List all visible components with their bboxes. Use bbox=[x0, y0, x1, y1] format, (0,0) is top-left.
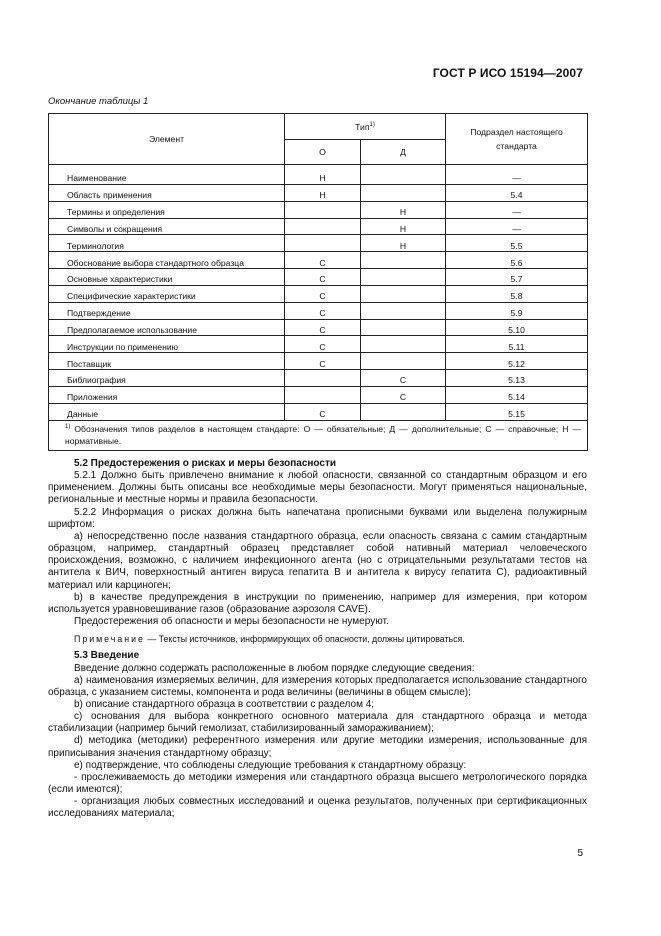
header-type: Тип$^{1)}$ bbox=[285, 114, 446, 140]
cell-element: Данные bbox=[49, 403, 285, 420]
cell-o: С bbox=[285, 353, 361, 370]
cell-d: С bbox=[361, 386, 446, 403]
cell-d: Н bbox=[361, 235, 446, 252]
table-row bbox=[49, 184, 588, 201]
sections-table bbox=[48, 113, 588, 451]
cell-element: Поставщик bbox=[49, 353, 285, 370]
list-item: - организация любых совместных исследований и оценка результатов, полученных при сертификационных исследованиях материала; bbox=[48, 796, 587, 820]
table-footnote: $^{1)}$ Обозначения типов разделов в настоящем стандарте: О — обязательные; Д — дополнительные; С — справочные; Н — нормативные. bbox=[49, 420, 588, 450]
cell-section: 5.5 bbox=[446, 235, 588, 252]
cell-section: 5.6 bbox=[446, 252, 588, 269]
table-row bbox=[49, 403, 588, 420]
cell-element: Термины и определения bbox=[49, 201, 285, 218]
cell-d bbox=[361, 252, 446, 269]
list-item: а) наименования измеряемых величин, для измерения которых предполагается использование стандартного образца, с указанием системы, компонента и рода величины (величины в общем смысле); bbox=[48, 674, 587, 698]
note-text: — Тексты источников, информирующих об опасности, должны цитироваться. bbox=[144, 634, 465, 645]
cell-section: 5.9 bbox=[446, 302, 588, 319]
table-row bbox=[49, 235, 588, 252]
cell-d bbox=[361, 285, 446, 302]
list-item: b) в качестве предупреждения в инструкции по применению, например для измерения, при котором используется уравновешивание газов (образование аэрозоля CAVE). bbox=[48, 591, 587, 615]
cell-o: С bbox=[285, 285, 361, 302]
cell-section: 5.12 bbox=[446, 353, 588, 370]
table-row bbox=[49, 201, 588, 218]
cell-o bbox=[285, 218, 361, 235]
cell-element: Предполагаемое использование bbox=[49, 319, 285, 336]
table-row bbox=[49, 252, 588, 269]
list-item: - прослеживаемость до методики измерения или стандартного образца высшего метрологического порядка (если имеются); bbox=[48, 771, 587, 796]
header-element: Элемент bbox=[49, 114, 285, 165]
table-row bbox=[49, 285, 588, 302]
cell-d bbox=[361, 353, 446, 370]
cell-o: Н bbox=[285, 184, 361, 201]
heading-5-2: 5.2 Предостережения о рисках и меры безопасности bbox=[74, 458, 337, 469]
note-label: Примечание bbox=[74, 634, 145, 645]
cell-element: Библиография bbox=[49, 370, 285, 387]
cell-element: Терминология bbox=[49, 235, 285, 252]
paragraph: 5.2.1 Должно быть привлечено внимание к любой опасности, связанной со стандартным образцом и его применением. Должны быть описаны все необходимые меры безопасности. Могут применяться национальные, региональные и местные нормы и правила безопасности. bbox=[48, 470, 587, 506]
cell-o: С bbox=[285, 336, 361, 353]
note bbox=[48, 633, 587, 645]
paragraph: Предостережения об опасности и меры безопасности не нумеруют. bbox=[74, 616, 389, 628]
list-item: е) подтверждение, что соблюдены следующие требования к стандартному образцу: bbox=[74, 759, 467, 771]
cell-o bbox=[285, 201, 361, 218]
cell-o: Н bbox=[285, 165, 361, 185]
cell-element: Наименование bbox=[49, 165, 285, 185]
cell-section: 5.13 bbox=[446, 370, 588, 387]
page-number: 5 bbox=[577, 848, 583, 859]
cell-o bbox=[285, 370, 361, 387]
body-text bbox=[48, 458, 587, 821]
cell-o: С bbox=[285, 252, 361, 269]
table-row bbox=[49, 165, 588, 185]
cell-section: 5.8 bbox=[446, 285, 588, 302]
cell-section: — bbox=[446, 201, 588, 218]
cell-element: Подтверждение bbox=[49, 302, 285, 319]
table-row bbox=[49, 218, 588, 235]
cell-element: Область применения bbox=[49, 184, 285, 201]
cell-d: Н bbox=[361, 218, 446, 235]
cell-o bbox=[285, 235, 361, 252]
table-row bbox=[49, 319, 588, 336]
cell-section: 5.11 bbox=[446, 336, 588, 353]
cell-d bbox=[361, 302, 446, 319]
cell-o: С bbox=[285, 403, 361, 420]
cell-section: 5.4 bbox=[446, 184, 588, 201]
table-footnote-row bbox=[49, 420, 588, 450]
cell-element: Инструкции по применению bbox=[49, 336, 285, 353]
cell-d: Н bbox=[361, 201, 446, 218]
cell-d bbox=[361, 165, 446, 185]
table-row bbox=[49, 269, 588, 286]
heading-5-3: 5.3 Введение bbox=[74, 650, 140, 662]
cell-section: 5.15 bbox=[446, 403, 588, 420]
cell-element: Обоснование выбора стандартного образца bbox=[49, 252, 285, 269]
paragraph: Введение должно содержать расположенные в любом порядке следующие сведения: bbox=[74, 662, 475, 674]
paragraph: 5.2.2 Информация о рисках должна быть напечатана прописными буквами или выделена полужирным шрифтом: bbox=[48, 506, 587, 530]
header-subsection: Подраздел настоящего стандарта bbox=[446, 114, 588, 165]
table-row bbox=[49, 370, 588, 387]
cell-element: Приложения bbox=[49, 386, 285, 403]
cell-section: 5.14 bbox=[446, 386, 588, 403]
header-type-d: Д bbox=[361, 140, 446, 165]
cell-element: Основные характеристики bbox=[49, 269, 285, 286]
cell-section: 5.7 bbox=[446, 269, 588, 286]
cell-o: С bbox=[285, 302, 361, 319]
table-row bbox=[49, 302, 588, 319]
document-code: ГОСТ Р ИСО 15194—2007 bbox=[432, 66, 583, 80]
cell-d bbox=[361, 336, 446, 353]
cell-d bbox=[361, 403, 446, 420]
cell-d bbox=[361, 319, 446, 336]
table-row bbox=[49, 336, 588, 353]
table-row bbox=[49, 353, 588, 370]
table-row bbox=[49, 386, 588, 403]
cell-d bbox=[361, 269, 446, 286]
table-caption: Окончание таблицы 1 bbox=[48, 96, 149, 107]
cell-d bbox=[361, 184, 446, 201]
list-item: d) методика (методики) референтного измерения или другие методики измерения, использованные для приписывания значения стандартному образцу; bbox=[48, 735, 587, 759]
header-type-o: О bbox=[285, 140, 361, 165]
cell-d: С bbox=[361, 370, 446, 387]
cell-o: С bbox=[285, 319, 361, 336]
list-item: c) основания для выбора конкретного основного материала для стандартного образца и метода стабилизации (например бычий гемолизат, стабилизированный замораживанием); bbox=[48, 711, 587, 735]
cell-element: Символы и сокращения bbox=[49, 218, 285, 235]
cell-o bbox=[285, 386, 361, 403]
cell-section: — bbox=[446, 218, 588, 235]
cell-element: Специфические характеристики bbox=[49, 285, 285, 302]
list-item: b) описание стандартного образца в соответствии с разделом 4; bbox=[74, 698, 375, 710]
list-item: а) непосредственно после названия стандартного образца, если опасность связана с самим стандартным образцом, например, стандартный образец представляет собой нативный материал человеческого происхождения, возможно, с наличием инфекционного агента (но с отрицательными результатами тестов на антитела к ВИЧ, поверхностный антиген вируса гепатита В и антитела к вирусу гепатита С), радиоактивный материал или карциноген; bbox=[48, 530, 587, 591]
cell-section: — bbox=[446, 165, 588, 185]
cell-section: 5.10 bbox=[446, 319, 588, 336]
cell-o: С bbox=[285, 269, 361, 286]
